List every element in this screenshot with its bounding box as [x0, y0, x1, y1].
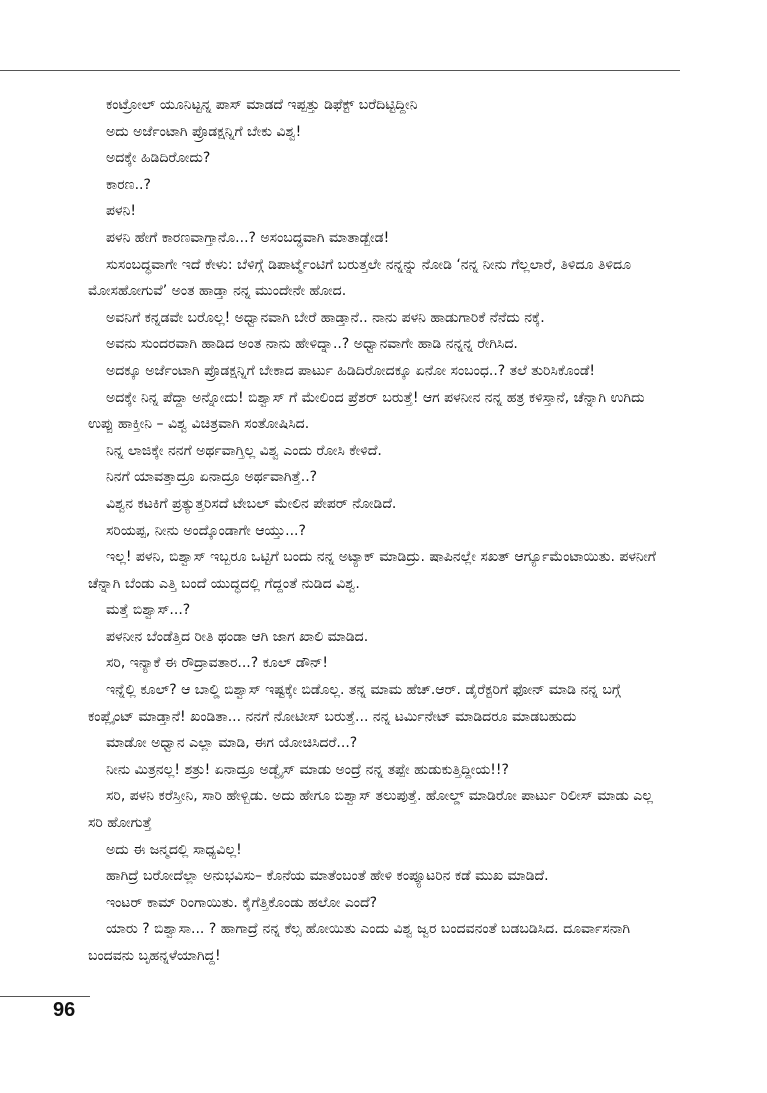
paragraph: ಇಲ್ಲ! ಪಳನಿ, ಬಿಶ್ವಾಸ್ ಇಬ್ಬರೂ ಒಟ್ಟಿಗೆ ಬಂದು ನನ್ನ ಅಟ್ಯಾಕ್ ಮಾಡಿದ್ರು. ಷಾಪಿನಲ್ಲೇ ಸಖತ್ ಆರ್ಗ್ಯೂಮೆಂಟಾಯಿತು. ಪಳನೀಗೆ ಚೆನ್ನಾಗಿ ಬೆಂಡು ಎತ್ತಿ ಬಂದೆ ಯುದ್ಧದಲ್ಲಿ ಗೆದ್ದಂತೆ ನುಡಿದ ವಿಶ್ವ.: [88, 549, 656, 592]
paragraph: ಅವನು ಸುಂದರವಾಗಿ ಹಾಡಿದ ಅಂತ ನಾನು ಹೇಳಿದ್ನಾ..? ಅಧ್ವಾನವಾಗೇ ಹಾಡಿ ನನ್ನನ್ನ ರೇಗಿಸಿದ.: [106, 336, 518, 353]
paragraph: ಯಾರು ? ಬಿಶ್ವಾಸಾ... ? ಹಾಗಾದ್ರೆ ನನ್ನ ಕೆಲ್ಸ ಹೋಯಿತು ಎಂದು ವಿಶ್ವ ಜ್ವರ ಬಂದವನಂತೆ ಬಡಬಡಿಸಿದ. ದೂರ್ವಾಸನಾಗಿ ಬಂದವನು ಬೃಹನ್ನಳೆಯಾಗಿದ್ದ!: [88, 921, 631, 964]
top-rule: [0, 70, 680, 71]
paragraph: ಅದಕ್ಕೇ ಹಿಡಿದಿರೋದು?: [106, 150, 211, 167]
paragraph: ನೀನು ಮಿತ್ರನಲ್ಲ! ಶತ್ರು! ಏನಾದ್ರೂ ಅಡ್ವೈಸ್ ಮಾಡು ಅಂದ್ರೆ ನನ್ನ ತಪ್ಪೇ ಹುಡುಕುತ್ತಿದ್ದೀಯ!!?: [106, 761, 509, 778]
paragraph: ಮತ್ತೆ ಬಿಶ್ವಾಸ್...?: [106, 602, 191, 619]
paragraph: ಇಂಟರ್ ಕಾಮ್ ರಿಂಗಾಯಿತು. ಕೈಗೆತ್ತಿಕೊಂಡು ಹಲೋ ಎಂದೆ?: [106, 894, 378, 911]
paragraph: ಕಂಟ್ರೋಲ್ ಯೂನಿಟ್ಟನ್ನ ಪಾಸ್ ಮಾಡದೆ ಇಪ್ಪತ್ತು ಡಿಫೆಕ್ಟ್ ಬರೆದಿಟ್ಟಿದ್ದೀನಿ: [106, 97, 418, 113]
paragraph: ಕಾರಣ..?: [106, 176, 151, 193]
paragraph: ಅದಕ್ಕೇ ನಿನ್ನ ಪೆದ್ದಾ ಅನ್ನೋದು! ಬಿಶ್ವಾಸ್ ಗೆ ಮೇಲಿಂದ ಪ್ರೆಶರ್ ಬರುತ್ತೆ! ಆಗ ಪಳನೀನ ನನ್ನ ಹತ್ರ ಕಳಿಸ್ತಾನೆ, ಚೆನ್ನಾಗಿ ಉಗಿದು ಉಪ್ಪು ಹಾಕ್ತೀನಿ – ವಿಶ್ವ ವಿಚಿತ್ರವಾಗಿ ಸಂತೋಷಿಸಿದ.: [88, 389, 645, 433]
paragraph: ವಿಶ್ವನ ಕಟಕಿಗೆ ಪ್ರತ್ಯುತ್ತರಿಸದೆ ಟೇಬಲ್ ಮೇಲಿನ ಪೇಪರ್ ನೋಡಿದೆ.: [106, 495, 397, 512]
paragraph: ಸರಿಯಪ್ಪ, ನೀನು ಅಂದ್ಕೊಂಡಾಗೇ ಆಯ್ತು...?: [106, 522, 306, 539]
paragraph: ಸರಿ, ಇನ್ಯಾಕೆ ಈ ರೌದ್ರಾವತಾರ...? ಕೂಲ್ ಡೌನ್!: [106, 655, 328, 672]
footer-rule: [0, 996, 90, 997]
paragraph: ಸುಸಂಬದ್ಧವಾಗೇ ಇದೆ ಕೇಳು: ಬೆಳಿಗ್ಗೆ ಡಿಪಾರ್ಟ್ಮೆಂಟಿಗೆ ಬರುತ್ತಲೇ ನನ್ನನ್ನು ನೋಡಿ ‘ನನ್ನ ನೀನು ಗೆಲ್ಲಲಾರೆ, ತಿಳಿದೂ ತಿಳಿದೂ ಮೋಸಹೋಗುವೆ’ ಅಂತ ಹಾಡ್ತಾ ನನ್ನ ಮುಂದೇನೇ ಹೋದ.: [88, 256, 632, 300]
paragraph: ಅದು ಅರ್ಜೆಂಟಾಗಿ ಪ್ರೊಡಕ್ಷನ್ನಿಗೆ ಬೇಕು ವಿಶ್ವ!: [106, 123, 302, 140]
page-number: 96: [53, 999, 76, 1021]
paragraph: ಪಳನೀನ ಬೆಂಡೆತ್ತಿದ ರೀತಿ ಥಂಡಾ ಆಗಿ ಜಾಗ ಖಾಲಿ ಮಾಡಿದ.: [106, 628, 369, 645]
paragraph: ಅದಕ್ಕೂ ಅರ್ಜೆಂಟಾಗಿ ಪ್ರೊಡಕ್ಷನ್ನಿಗೆ ಬೇಕಾದ ಪಾರ್ಟು ಹಿಡಿದಿರೋದಕ್ಕೂ ಏನೋ ಸಂಬಂಧ..? ತಲೆ ತುರಿಸಿಕೊಂಡೆ!: [106, 362, 595, 379]
paragraph: ಅದು ಈ ಜನ್ಮದಲ್ಲಿ ಸಾಧ್ಯವಿಲ್ಲ!: [106, 841, 242, 858]
paragraph: ಪಳನಿ!: [106, 203, 136, 220]
paragraph: ಪಳನಿ ಹೇಗೆ ಕಾರಣವಾಗ್ತಾನೊ...? ಅಸಂಬದ್ಧವಾಗಿ ಮಾತಾಡ್ಬೇಡ!: [106, 229, 390, 246]
paragraph: ಸರಿ, ಪಳನಿ ಕರೆಸ್ತೀನಿ, ಸಾರಿ ಹೇಳ್ಬಿಡು. ಅದು ಹೇಗೂ ಬಿಶ್ವಾಸ್ ತಲುಪುತ್ತೆ. ಹೋಲ್ಡ್ ಮಾಡಿರೋ ಪಾರ್ಟು ರಿಲೀಸ್ ಮಾಡು ಎಲ್ಲ ಸರಿ ಹೋಗುತ್ತೆ: [88, 788, 654, 832]
paragraph: ನಿನಗೆ ಯಾವತ್ತಾದ್ರೂ ಏನಾದ್ರೂ ಅರ್ಥವಾಗಿತ್ತೆ..?: [106, 469, 318, 486]
paragraph: ನಿನ್ನ ಲಾಜಿಕ್ಕೇ ನನಗೆ ಅರ್ಥವಾಗ್ತಿಲ್ಲ ವಿಶ್ವ ಎಂದು ರೋಸಿ ಕೇಳಿದೆ.: [106, 442, 382, 459]
paragraph: ಅವನಿಗೆ ಕನ್ನಡವೇ ಬರೊಲ್ಲ! ಅಧ್ವಾನವಾಗಿ ಬೇರೆ ಹಾಡ್ತಾನೆ.. ನಾನು ಪಳನಿ ಹಾಡುಗಾರಿಕೆ ನೆನೆದು ನಕ್ಕೆ.: [106, 309, 545, 326]
paragraph: ಇನ್ನೆಲ್ಲಿ ಕೂಲ್? ಆ ಬಾಲ್ಡಿ ಬಿಶ್ವಾಸ್ ಇಷ್ಟಕ್ಕೇ ಬಿಡೊಲ್ಲ. ತನ್ನ ಮಾಮ ಹೆಚ್.ಆರ್. ಡೈರೆಕ್ಟರಿಗೆ ಫೋನ್ ಮಾಡಿ ನನ್ನ ಬಗ್ಗೆ ಕಂಪ್ಲೈಂಟ್ ಮಾಡ್ತಾನೆ! ಖಂಡಿತಾ... ನನಗೆ ನೋಟೀಸ್ ಬರುತ್ತೆ... ನನ್ನ ಟರ್ಮಿನೇಟ್ ಮಾಡಿದರೂ ಮಾಡಬಹುದು: [88, 682, 621, 725]
paragraph: ಹಾಗಿದ್ರೆ ಬರೋದೆಲ್ಲಾ ಅನುಭವಿಸು– ಕೊನೆಯ ಮಾತೆಂಬಂತೆ ಹೇಳಿ ಕಂಪ್ಯೂಟರಿನ ಕಡೆ ಮುಖ ಮಾಡಿದೆ.: [106, 868, 549, 885]
body-text: [88, 92, 668, 970]
paragraph: ಮಾಡೋ ಅಧ್ವಾನ ಎಲ್ಲಾ ಮಾಡಿ, ಈಗ ಯೋಚಿಸಿದರೆ...?: [106, 735, 358, 752]
